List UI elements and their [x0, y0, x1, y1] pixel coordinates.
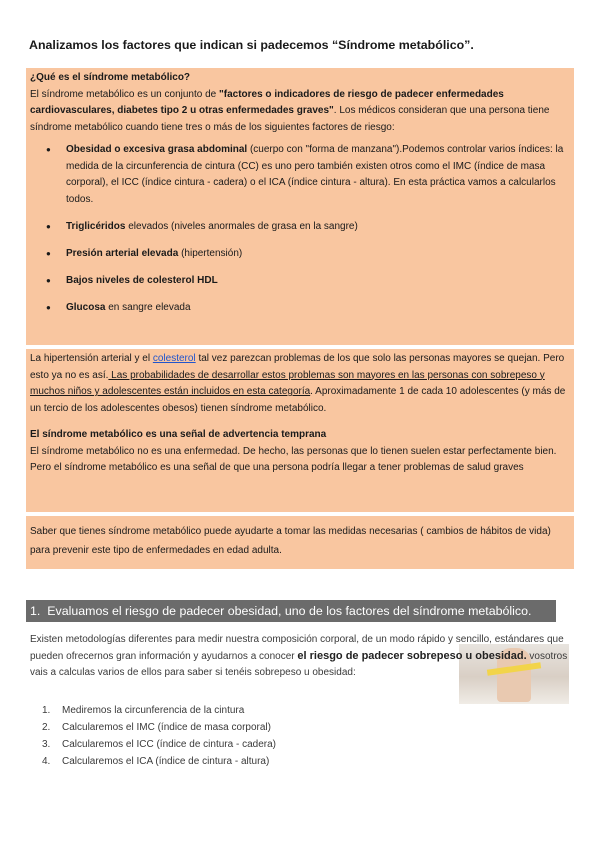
- bullet-bold: Bajos niveles de colesterol HDL: [66, 274, 218, 286]
- list-item: [46, 142, 570, 208]
- step-text: Calcularemos el IMC (índice de masa corporal): [62, 722, 271, 733]
- prevention-box: [26, 516, 574, 569]
- box1-heading: ¿Qué es el síndrome metabólico?: [30, 72, 191, 83]
- intro-text-b: vosotros vais a calculas varios de ellos para saber si tenéis sobrepeso u obesidad:: [30, 651, 568, 678]
- step-number: 3.: [42, 739, 51, 750]
- bullet-text: (hipertensión): [178, 247, 243, 259]
- section-number: 1.: [30, 604, 41, 618]
- section-heading: [26, 600, 556, 622]
- intro-bold: el riesgo de padecer sobrepeso u obesidad.: [297, 650, 527, 662]
- what-is-metabolic-syndrome-box: [26, 68, 574, 345]
- step-text: Calcularemos el ICA (índice de cintura - altura): [62, 756, 270, 767]
- box1-p-start: El síndrome metabólico es un conjunto de: [30, 88, 219, 100]
- step-number: 4.: [42, 756, 51, 767]
- list-item: [46, 246, 570, 263]
- colesterol-link[interactable]: colesterol: [152, 353, 196, 364]
- section-title: Evaluamos el riesgo de padecer obesidad, uno de los factores del síndrome metabólico.: [47, 604, 532, 618]
- step-number: 2.: [42, 722, 51, 733]
- bullet-bold: Presión arterial elevada: [66, 247, 179, 259]
- box2-underlined-text: Las probabilidades de desarrollar estos problemas son mayores en las personas con sobrepeso y muchos niños y adolescentes están incluidos en esta categoría: [30, 369, 545, 397]
- hypertension-info-box: [26, 349, 574, 512]
- box2-paragraph: [30, 351, 570, 417]
- list-item: [46, 300, 570, 317]
- bullet-text: en sangre elevada: [105, 301, 191, 313]
- box1-paragraph: [30, 87, 570, 137]
- box1-p-end: . Los médicos consideran que una persona tiene síndrome metabólico cuando tiene tres o más de los siguientes factores de riesgo:: [30, 105, 550, 133]
- list-item: [42, 702, 276, 719]
- list-item: [42, 736, 276, 753]
- list-item: [46, 219, 570, 236]
- bullet-bold: Glucosa: [66, 301, 106, 313]
- intro-text-a: Existen metodologías diferentes para medir nuestra composición corporal, de un modo rápido y sencillo, estándares que pueden ofrecernos gran información y ayudarnos a conocer: [30, 634, 564, 662]
- steps-list: [42, 702, 276, 770]
- box2-text-a: La hipertensión arterial y el: [30, 353, 153, 364]
- step-number: 1.: [42, 705, 51, 716]
- bullet-bold: Triglicéridos: [66, 220, 126, 232]
- bullet-text: elevados (niveles anormales de grasa en la sangre): [125, 220, 358, 232]
- box1-p-bold: "factores o indicadores de riesgo de padecer enfermedades cardiovasculares, diabetes tipo 2 u otras enfermedades graves": [30, 88, 504, 116]
- box2-paragraph-2: El síndrome metabólico no es una enfermedad. De hecho, las personas que lo tienen suelen estar perfectamente bien. Pero el síndrome metabólico es una señal de que una persona podría llegar a tener problemas de salud graves: [30, 445, 557, 473]
- list-item: [42, 719, 276, 736]
- list-item: [42, 753, 276, 770]
- step-text: Mediremos la circunferencia de la cintura: [62, 705, 245, 716]
- step-text: Calcularemos el ICC (índice de cintura - cadera): [62, 739, 276, 750]
- risk-factor-list: [30, 142, 570, 316]
- bullet-bold: Obesidad o excesiva grasa abdominal: [66, 144, 248, 155]
- box3-text: Saber que tienes síndrome metabólico puede ayudarte a tomar las medidas necesarias ( cambios de hábitos de vida) para prevenir este tipo de enfermedades en edad adulta.: [30, 526, 551, 556]
- list-item: [46, 273, 570, 290]
- box2-heading: El síndrome metabólico es una señal de advertencia temprana: [30, 429, 327, 440]
- box2-text-b: tal vez parezcan problemas de los que solo las personas mayores se quejan. Pero esto ya no es así.: [30, 353, 565, 381]
- intro-paragraph: [30, 632, 575, 681]
- box2-text-c: . Aproximadamente 1 de cada 10 adolescentes (y más de un tercio de los adolescentes obesos) tienen síndrome metabólico.: [30, 386, 566, 414]
- bullet-text: (cuerpo con "forma de manzana").Podemos controlar varios índices: la medida de la circunferencia de cintura (CC) es uno pero también existen otros como el IMC (índice de masa corporal), el ICC (índice cintura - cadera) o el ICA (índice cintura - altura). En esta práctica vamos a calcularlos todos.: [66, 144, 564, 205]
- page-title: Analizamos los factores que indican si padecemos “Síndrome metabólico”.: [29, 38, 474, 52]
